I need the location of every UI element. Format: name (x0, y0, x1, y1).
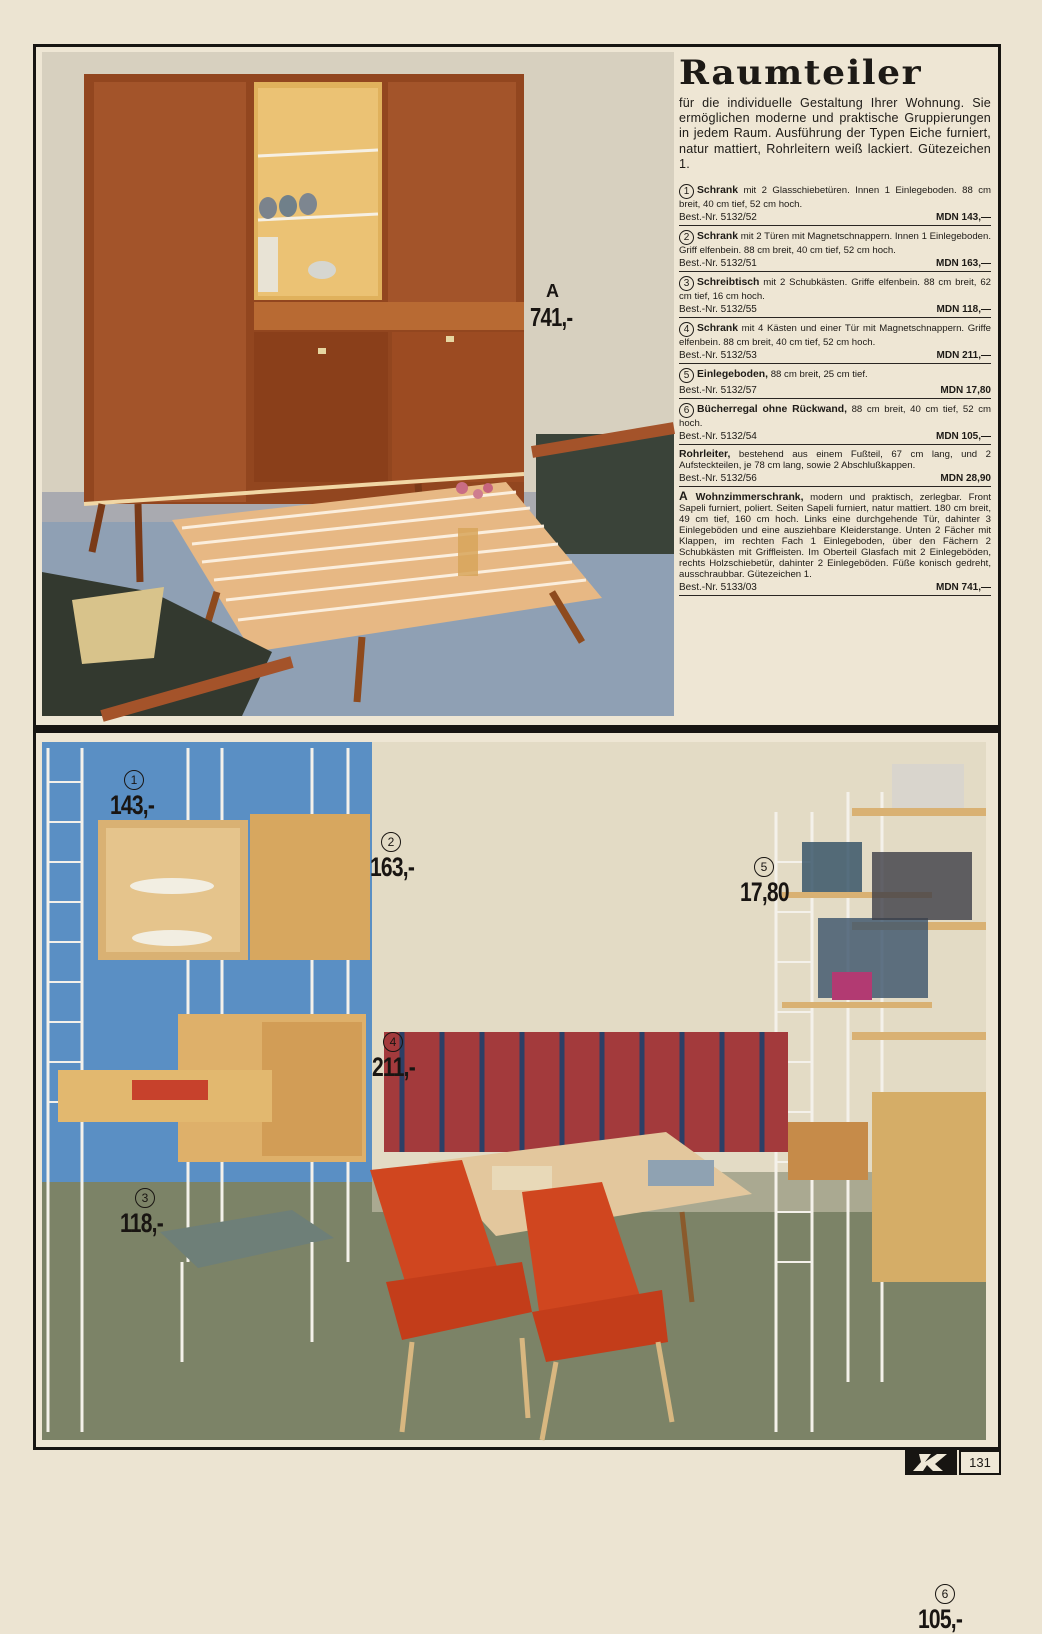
item-number: 5 (679, 368, 694, 383)
tag-number-5: 5 (754, 857, 774, 877)
section-divider (33, 725, 1001, 733)
product-tag-price: 741,- (530, 302, 573, 332)
tag-number-4: 4 (383, 1032, 403, 1052)
page-title: Raumteiler (679, 53, 923, 93)
item-description: bestehend aus einem Fußteil, 67 cm lang, und 2 Aufsteckteilen, je 78 cm lang, sowie 2 Abschlußkappen. (679, 449, 991, 472)
item-letter: A (679, 489, 688, 504)
item-description: mit 2 Glasschiebetüren. Innen 1 Einlegeboden. 88 cm breit, 40 cm tief, 52 cm hoch. (679, 185, 991, 211)
order-number: Best.-Nr. 5132/51 (679, 258, 757, 270)
item-name: Schreibtisch (697, 277, 760, 289)
item-description: 88 cm breit, 40 cm tief, 52 cm hoch. (679, 404, 991, 430)
item-number: 4 (679, 322, 694, 337)
room-divider-illustration (42, 742, 986, 1440)
item-name: Wohnzimmerschrank, (695, 492, 804, 504)
page-number: 131 (959, 1450, 1001, 1475)
tag-price-5: 17,80 (740, 877, 789, 907)
list-item (679, 180, 991, 226)
list-item (679, 364, 991, 399)
order-number: Best.-Nr. 5132/52 (679, 212, 757, 224)
item-price: MDN 741,— (935, 582, 991, 594)
item-description: mit 2 Türen mit Magnetschnappern. Innen 1 Einlegeboden. Griff elfenbein. 88 cm breit, 40 cm tief, 52 cm hoch. (679, 231, 992, 257)
product-tag-letter: A (546, 281, 558, 301)
list-item (679, 399, 991, 445)
item-name: Schrank (697, 231, 739, 243)
item-number: 3 (679, 276, 694, 291)
item-price: MDN 143,— (935, 212, 991, 224)
list-item (679, 272, 991, 318)
item-price: MDN 163,— (935, 258, 991, 270)
item-description: 88 cm breit, 25 cm tief. (770, 369, 868, 381)
item-number: 2 (679, 230, 694, 245)
tag-number-3: 3 (135, 1188, 155, 1208)
item-price: MDN 17,80 (940, 385, 991, 397)
item-number: 1 (679, 184, 694, 199)
cabinet-illustration (42, 52, 674, 716)
order-number: Best.-Nr. 5132/55 (679, 304, 757, 316)
order-number: Best.-Nr. 5132/57 (679, 385, 757, 397)
item-name: Rohrleiter, (679, 449, 731, 461)
publisher-logo-icon (905, 1450, 957, 1475)
item-name: Schrank (697, 185, 739, 197)
tag-number-1: 1 (124, 770, 144, 790)
item-number: 6 (679, 403, 694, 418)
order-number: Best.-Nr. 5133/03 (679, 582, 757, 594)
order-number: Best.-Nr. 5132/53 (679, 350, 757, 362)
item-price: MDN 28,90 (940, 473, 991, 485)
tag-price-1: 143,- (110, 790, 155, 820)
photo-room-divider-system (42, 742, 986, 1634)
item-description: mit 4 Kästen und einer Tür mit Magnetschnappern. Griffe elfenbein. 88 cm breit, 40 cm tief, 52 cm hoch. (679, 323, 991, 349)
list-item (679, 487, 991, 596)
product-text-column (679, 53, 992, 596)
photo-living-room-cabinet (42, 52, 674, 716)
tag-price-6: 105,- (918, 1604, 963, 1634)
item-price: MDN 105,— (935, 431, 991, 443)
tag-price-4: 211,- (372, 1052, 415, 1082)
list-item (679, 445, 991, 487)
tag-number-6: 6 (935, 1584, 955, 1604)
tag-number-2: 2 (381, 832, 401, 852)
intro-paragraph: für die individuelle Gestaltung Ihrer Wohnung. Sie ermöglichen moderne und praktische Gruppierungen in jedem Raum. Ausführung der Typen Eiche furniert, natur mattiert, Rohrleitern weiß lackiert. Gütezeichen 1. (679, 96, 991, 171)
list-item (679, 226, 991, 272)
list-item (679, 318, 991, 364)
item-price: MDN 118,— (936, 304, 991, 316)
tag-price-3: 118,- (120, 1208, 163, 1238)
item-name: Einlegeboden, (697, 369, 769, 381)
tag-price-2: 163,- (370, 852, 415, 882)
item-name: Bücherregal ohne Rückwand, (697, 404, 847, 416)
order-number: Best.-Nr. 5132/56 (679, 473, 757, 485)
item-price: MDN 211,— (936, 350, 991, 362)
item-description: mit 2 Schubkästen. Griffe elfenbein. 88 cm breit, 62 cm tief, 16 cm hoch. (679, 277, 991, 303)
item-description: modern und praktisch, zerlegbar. Front Sapeli furniert, poliert. Seiten Sapeli furniert, natur mattiert. 180 cm breit, 49 cm tief, 160 cm hoch. Links eine durchgehende Tür, dahinter 3 Einlegeböden und eine ausziehbare Kleiderstange. Unten 2 Fächer mit Klappen, im rechten Fach 1 Einlegeboden, über den Fächern 2 Schubkästen mit Griffleisten. Im Oberteil Glasfach mit 2 Einlegeböden, rechts Holzschiebetür, dahinter 2 Einlegeböden. Füße konisch gedreht, ausschraubbar. Gütezeichen 1. (679, 492, 991, 581)
item-name: Schrank (697, 323, 739, 335)
order-number: Best.-Nr. 5132/54 (679, 431, 757, 443)
